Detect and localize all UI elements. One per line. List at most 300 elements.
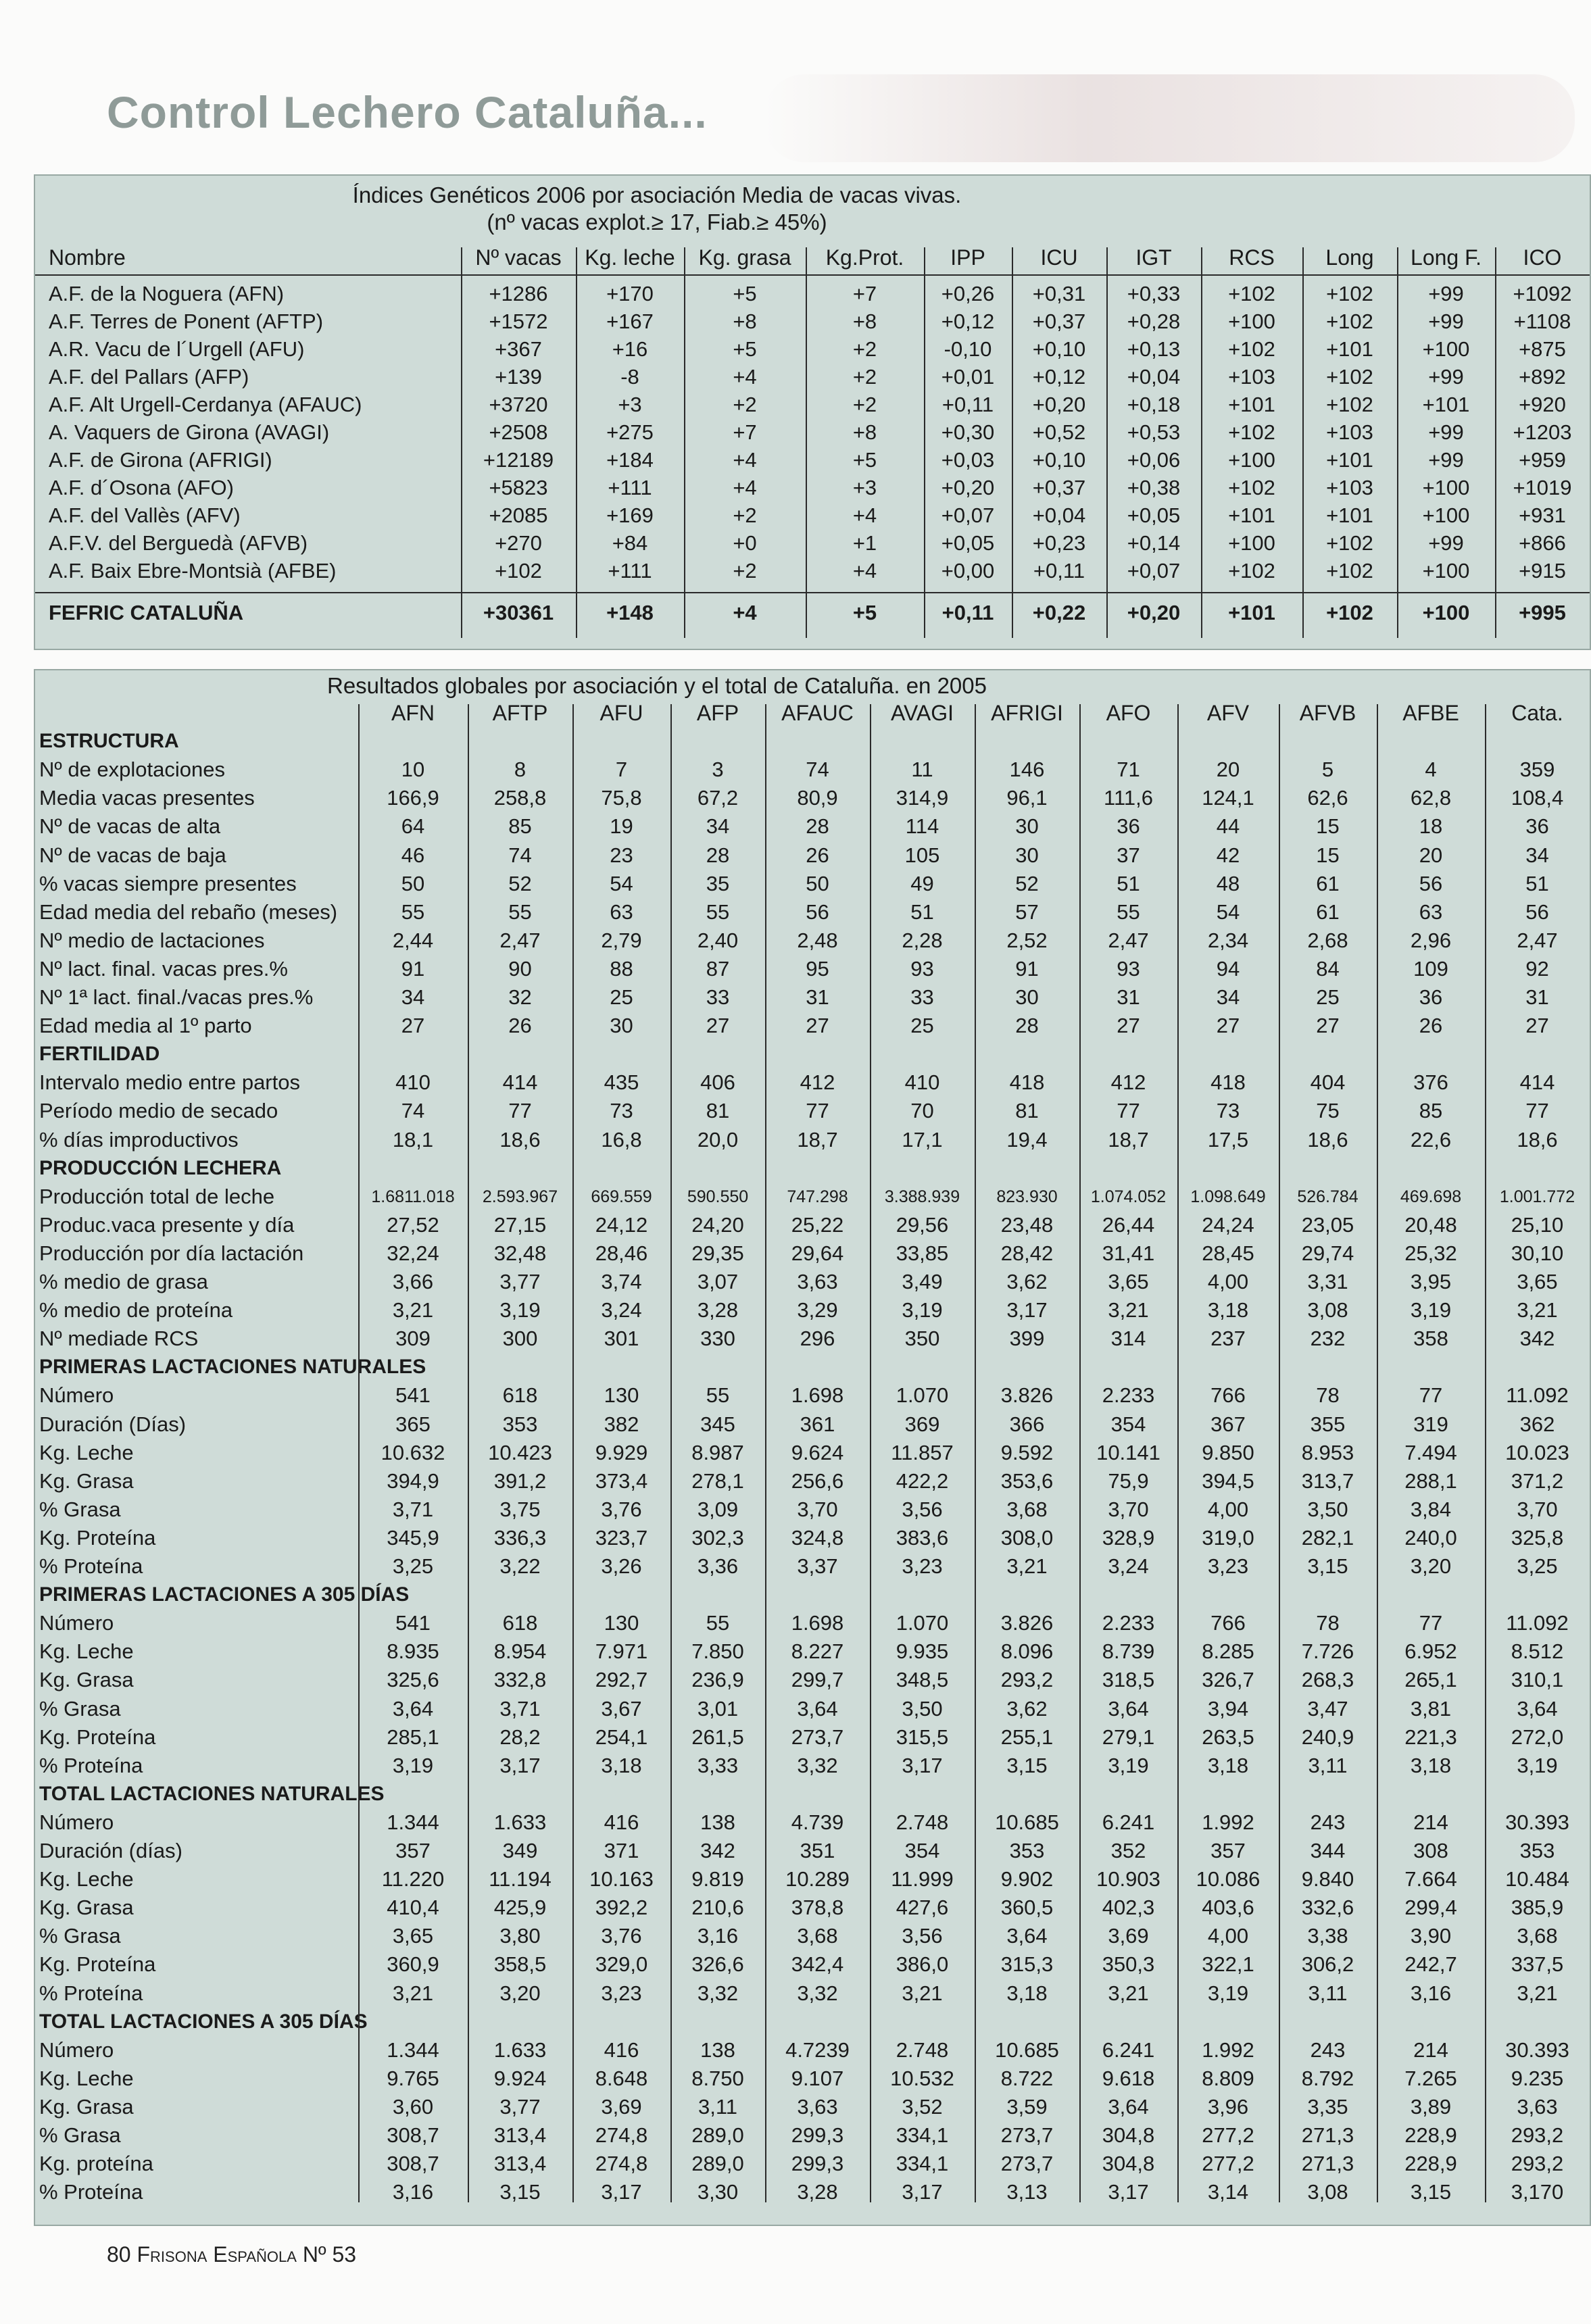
table2-cell: 3,29 [797, 1298, 838, 1322]
table2-cell: 254,1 [595, 1725, 648, 1749]
table2-cell: 2,34 [1207, 928, 1249, 952]
row-label: Duración (días) [39, 1839, 182, 1862]
table2-cell: 9.765 [387, 2066, 439, 2090]
row-label: % medio de grasa [39, 1270, 208, 1293]
table1-cell: +0,33 [1127, 282, 1181, 305]
table1-cell: +5 [733, 282, 757, 305]
table1-subtitle: (nº vacas explot.≥ 17, Fiab.≥ 45%) [487, 209, 827, 234]
table2-cell: 3,69 [1108, 1924, 1149, 1948]
table2-cell: 85 [1419, 1099, 1443, 1123]
table1-cell: +1108 [1513, 310, 1571, 333]
table1-cell: +3 [618, 393, 642, 416]
table2-cell: 232 [1310, 1327, 1346, 1351]
table2-cell: 3,18 [1207, 1753, 1249, 1777]
table2-cell: 9.624 [791, 1440, 844, 1464]
table1-col-header: Long F. [1411, 245, 1482, 270]
table2-cell: 385,9 [1511, 1896, 1564, 1920]
table1-cell: +4 [733, 448, 757, 472]
table2-cell: 25,10 [1511, 1212, 1564, 1237]
association-name: A.F. Baix Ebre-Montsià (AFBE) [49, 559, 337, 583]
table2-cell: 92 [1525, 956, 1549, 981]
table2-cell: 416 [604, 1810, 639, 1834]
table2-cell: 410 [395, 1070, 431, 1095]
row-label: Número [39, 1383, 114, 1408]
table2-cell: 354 [1110, 1412, 1146, 1436]
table2-cell: 300 [502, 1327, 538, 1351]
column-divider [765, 704, 766, 2202]
table2-cell: 3,56 [902, 1497, 943, 1521]
table2-cell: 84 [1316, 956, 1340, 981]
table2-cell: 10.903 [1096, 1867, 1160, 1892]
table2-cell: 361 [800, 1412, 835, 1436]
table1-cell: +0,01 [941, 365, 995, 389]
table1-grid [35, 176, 1590, 649]
table1-cell: +920 [1519, 393, 1566, 416]
table1-cell: +101 [1326, 337, 1373, 361]
table2-cell: 308 [1413, 1839, 1448, 1862]
table2-cell: 87 [706, 956, 730, 981]
table2-cell: 3,23 [902, 1554, 943, 1578]
table2-cell: 319 [1413, 1412, 1448, 1436]
table1-cell: +139 [495, 365, 542, 389]
table2-cell: 352 [1110, 1839, 1146, 1862]
table2-cell: 27 [1525, 1014, 1549, 1038]
table2-cell: 301 [604, 1327, 639, 1351]
table2-cell: 2,68 [1307, 928, 1348, 952]
association-name: A.R. Vacu de l´Urgell (AFU) [49, 337, 305, 361]
table2-cell: 3.826 [1000, 1383, 1054, 1408]
table2-cell: 334,1 [896, 2123, 949, 2147]
table2-cell: 3,90 [1410, 1924, 1452, 1948]
table2-cell: 3,15 [499, 2180, 541, 2204]
table1-col-header: Kg.Prot. [825, 245, 904, 270]
table1-cell: +167 [606, 310, 654, 333]
table2-cell: 10.685 [995, 2037, 1059, 2062]
table2-cell: 314 [1110, 1327, 1146, 1351]
table1-cell: +102 [1326, 310, 1373, 333]
table1-cell: +0,31 [1032, 282, 1086, 305]
row-label: Nº de vacas de alta [39, 814, 221, 839]
table2-cell: 3,21 [1108, 1298, 1149, 1322]
table2-cell: 302,3 [691, 1525, 744, 1550]
table2-cell: 2.748 [896, 1810, 949, 1834]
table2-cell: 362 [1519, 1412, 1555, 1436]
table2-cell: 350,3 [1102, 1952, 1155, 1977]
column-divider [572, 704, 574, 2202]
table1-cell: +0,03 [941, 448, 995, 472]
table2-cell: 3,60 [392, 2094, 434, 2119]
table2-cell: 334,1 [896, 2152, 949, 2176]
table2-cell: 8.739 [1102, 1639, 1155, 1664]
row-label: Nº de vacas de baja [39, 843, 226, 867]
table2-cell: 342,4 [791, 1952, 844, 1977]
table2-cell: 3,19 [392, 1753, 434, 1777]
table2-cell: 2.593.967 [482, 1187, 558, 1206]
table1-cell: +5823 [489, 476, 548, 499]
table2-cell: 105 [904, 843, 940, 867]
table2-cell: 74 [806, 758, 829, 782]
table2-cell: 353,6 [1000, 1468, 1054, 1493]
table2-cell: 24,12 [595, 1212, 648, 1237]
table2-cell: 166,9 [387, 786, 439, 810]
table2-cell: 296 [800, 1327, 835, 1351]
table2-cell: 315,3 [1000, 1952, 1054, 1977]
table2-cell: 138 [700, 1810, 735, 1834]
table2-cell: 9.902 [1000, 1867, 1054, 1892]
column-divider [1079, 704, 1081, 2202]
table2-cell: 367 [1210, 1412, 1246, 1436]
total-rule [35, 592, 1590, 593]
table2-cell: 1.992 [1202, 1810, 1254, 1834]
table2-cell: 28,46 [595, 1241, 648, 1265]
genetic-index-table [34, 174, 1591, 650]
table1-cell: +7 [852, 282, 877, 305]
table1-cell: +102 [1228, 337, 1275, 361]
row-label: Edad media del rebaño (meses) [39, 899, 338, 924]
table2-cell: 3,35 [1307, 2094, 1348, 2119]
total-cell: +0,20 [1127, 601, 1181, 624]
table2-cell: 412 [1110, 1070, 1146, 1095]
table1-cell: +5 [852, 448, 877, 472]
table2-cell: 146 [1009, 758, 1045, 782]
table2-cell: 3,33 [697, 1753, 739, 1777]
table2-cell: 271,3 [1301, 2123, 1354, 2147]
table2-cell: 376 [1413, 1070, 1448, 1095]
total-cell: +30361 [483, 601, 554, 624]
table2-cell: 427,6 [896, 1896, 949, 1920]
table2-cell: 2,48 [797, 928, 838, 952]
table2-cell: 55 [401, 899, 425, 924]
table2-cell: 1.6811.018 [371, 1187, 455, 1206]
table2-cell: 10.423 [488, 1440, 552, 1464]
table2-cell: 27 [401, 1014, 425, 1038]
section-title: TOTAL LACTACIONES A 305 DÍAS [39, 2010, 368, 2033]
table2-cell: 1.633 [493, 1810, 547, 1834]
table1-cell: +1019 [1513, 476, 1572, 499]
table2-cell: 28,45 [1202, 1241, 1254, 1265]
table2-col-header: Cata. [1511, 701, 1563, 725]
table2-cell: 36 [1117, 814, 1140, 839]
table1-cell: +0,14 [1127, 531, 1181, 555]
table2-cell: 27 [1117, 1014, 1140, 1038]
table2-cell: 3.388.939 [884, 1187, 960, 1206]
table2-cell: 30 [1015, 843, 1039, 867]
table2-cell: 30 [1015, 985, 1039, 1009]
table2-cell: 3,21 [1517, 1981, 1558, 2005]
table2-cell: 11.194 [489, 1867, 552, 1892]
table2-cell: 19,4 [1006, 1127, 1048, 1152]
table2-cell: 29,64 [791, 1241, 844, 1265]
table2-cell: 214 [1413, 2037, 1448, 2062]
table2-cell: 3,16 [697, 1924, 739, 1948]
section-title: PRIMERAS LACTACIONES NATURALES [39, 1356, 426, 1379]
table2-cell: 55 [1117, 899, 1140, 924]
table2-cell: 25,32 [1404, 1241, 1457, 1265]
table2-cell: 3,63 [797, 1270, 838, 1293]
table2-cell: 3,16 [1410, 1981, 1452, 2005]
table2-cell: 3,25 [392, 1554, 434, 1578]
table2-cell: 64 [401, 814, 425, 839]
table1-cell: +1203 [1513, 420, 1572, 444]
table2-cell: 355 [1310, 1412, 1346, 1436]
table2-cell: 8.722 [1000, 2066, 1054, 2090]
table1-cell: +103 [1326, 420, 1373, 444]
table2-cell: 8.648 [595, 2066, 648, 2090]
table2-cell: 34 [706, 814, 730, 839]
table2-cell: 30 [610, 1014, 633, 1038]
table2-cell: 526.784 [1297, 1187, 1359, 1206]
table1-cell: +102 [1326, 531, 1373, 555]
table2-cell: 16,8 [601, 1127, 642, 1152]
table2-cell: 34 [1525, 843, 1549, 867]
table2-cell: 3,96 [1207, 2094, 1249, 2119]
table1-cell: +0,18 [1127, 393, 1181, 416]
row-label: Kg. Grasa [39, 1896, 134, 1920]
table2-cell: 3,170 [1511, 2180, 1564, 2204]
section-title: PRIMERAS LACTACIONES A 305 DÍAS [39, 1583, 410, 1606]
table1-cell: +8 [852, 310, 877, 333]
table2-cell: 7.726 [1301, 1639, 1354, 1664]
table1-col-header: Nº vacas [475, 245, 562, 270]
table2-cell: 3,08 [1307, 1298, 1348, 1322]
table2-cell: 265,1 [1404, 1668, 1457, 1692]
table1-cell: +99 [1428, 365, 1464, 389]
table2-cell: 23,05 [1301, 1212, 1354, 1237]
table2-cell: 322,1 [1202, 1952, 1254, 1977]
table2-cell: 54 [610, 871, 633, 895]
table2-cell: 9.235 [1511, 2066, 1564, 2090]
table1-cell: +2508 [489, 420, 548, 444]
table2-cell: 35 [706, 871, 730, 895]
table2-cell: 75,9 [1108, 1468, 1149, 1493]
table2-cell: 27,52 [387, 1212, 439, 1237]
table2-cell: 271,3 [1301, 2152, 1354, 2176]
table2-cell: 394,5 [1202, 1468, 1254, 1493]
table1-col-header: Kg. leche [585, 245, 675, 270]
table1-cell: +866 [1519, 531, 1566, 555]
table2-cell: 3,76 [601, 1497, 642, 1521]
table2-cell: 378,8 [791, 1896, 844, 1920]
table2-cell: 3,13 [1006, 2180, 1048, 2204]
table1-cell: +99 [1428, 448, 1464, 472]
table2-cell: 353 [502, 1412, 538, 1436]
column-divider [1177, 704, 1179, 2202]
table2-cell: 3,63 [797, 2094, 838, 2119]
table1-cell: +3720 [489, 393, 548, 416]
table2-cell: 285,1 [387, 1725, 439, 1749]
table2-cell: 3,94 [1207, 1696, 1249, 1721]
table2-cell: 124,1 [1202, 786, 1254, 810]
table2-cell: 10.163 [589, 1867, 654, 1892]
table2-cell: 55 [706, 899, 730, 924]
table2-cell: 3,89 [1410, 2094, 1452, 2119]
table2-cell: 402,3 [1102, 1896, 1155, 1920]
table2-cell: 6.241 [1102, 1810, 1155, 1834]
table1-col-header: IPP [950, 245, 985, 270]
table2-cell: 319,0 [1202, 1525, 1254, 1550]
table2-cell: 50 [806, 871, 829, 895]
table1-cell: +101 [1228, 393, 1275, 416]
table2-cell: 243 [1310, 2037, 1346, 2062]
table1-cell: +169 [606, 503, 654, 527]
table2-cell: 3,64 [1006, 1924, 1048, 1948]
column-divider [806, 247, 807, 638]
table2-cell: 278,1 [691, 1468, 744, 1493]
table2-cell: 351 [800, 1839, 835, 1862]
table2-cell: 3,15 [1307, 1554, 1348, 1578]
table2-cell: 10.023 [1505, 1440, 1569, 1464]
table2-cell: 3,17 [499, 1753, 541, 1777]
total-cell: +148 [606, 601, 654, 624]
table2-cell: 236,9 [691, 1668, 744, 1692]
table2-cell: 31 [1117, 985, 1140, 1009]
table2-cell: 6.952 [1404, 1639, 1457, 1664]
table2-cell: 369 [904, 1412, 940, 1436]
table2-cell: 52 [508, 871, 532, 895]
table2-cell: 353 [1519, 1839, 1555, 1862]
row-label: Intervalo medio entre partos [39, 1070, 300, 1095]
table1-cell: +0,05 [1127, 503, 1181, 527]
table2-cell: 8.954 [493, 1639, 547, 1664]
table2-cell: 3,84 [1410, 1497, 1452, 1521]
table1-cell: +16 [612, 337, 648, 361]
table2-cell: 8.227 [791, 1639, 844, 1664]
row-label: Nº medio de lactaciones [39, 928, 265, 952]
table2-cell: 3,07 [697, 1270, 739, 1293]
table2-col-header: AFRIGI [991, 701, 1063, 725]
table2-cell: 3,17 [902, 2180, 943, 2204]
table1-cell: -0,10 [944, 337, 992, 361]
table2-cell: 3,18 [601, 1753, 642, 1777]
table2-cell: 28,2 [499, 1725, 541, 1749]
table1-col-header: ICU [1040, 245, 1078, 270]
table2-cell: 410,4 [387, 1896, 439, 1920]
table1-cell: +0,30 [941, 420, 995, 444]
table2-cell: 382 [604, 1412, 639, 1436]
table2-col-header: AFV [1206, 701, 1250, 725]
table1-cell: +0,07 [1127, 559, 1181, 583]
table2-cell: 7 [615, 758, 628, 782]
table1-cell: +0,13 [1127, 337, 1181, 361]
table2-cell: 3,59 [1006, 2094, 1048, 2119]
table2-cell: 344 [1310, 1839, 1346, 1862]
table2-cell: 73 [610, 1099, 633, 1123]
table2-cell: 242,7 [1404, 1952, 1457, 1977]
table2-cell: 3,28 [797, 2180, 838, 2204]
table2-cell: 9.592 [1000, 1440, 1054, 1464]
table1-cell: +100 [1422, 559, 1470, 583]
table2-cell: 386,0 [896, 1952, 949, 1977]
table2-cell: 3,25 [1517, 1554, 1558, 1578]
table1-cell: +102 [1326, 282, 1373, 305]
table1-cell: +0,10 [1032, 337, 1086, 361]
row-label: Kg. Leche [39, 2066, 134, 2090]
table2-cell: 8.750 [691, 2066, 744, 2090]
table2-cell: 336,3 [493, 1525, 547, 1550]
table2-cell: 309 [395, 1327, 431, 1351]
row-label: Kg. Grasa [39, 2094, 134, 2119]
table2-cell: 54 [1216, 899, 1240, 924]
table2-cell: 274,8 [595, 2123, 648, 2147]
table2-cell: 26 [806, 843, 829, 867]
table2-cell: 3,52 [902, 2094, 943, 2119]
table2-cell: 3,11 [697, 2094, 738, 2119]
table1-cell: +102 [1326, 393, 1373, 416]
row-label: % medio de proteína [39, 1298, 233, 1322]
table2-cell: 8.953 [1301, 1440, 1354, 1464]
table2-cell: 360,5 [1000, 1896, 1054, 1920]
table2-cell: 4.7239 [785, 2037, 850, 2062]
table2-cell: 10.086 [1196, 1867, 1260, 1892]
table2-cell: 3,70 [797, 1497, 838, 1521]
column-divider [576, 247, 577, 638]
table2-cell: 7.971 [595, 1639, 648, 1664]
table2-cell: 25 [610, 985, 633, 1009]
table2-cell: 26,44 [1102, 1212, 1155, 1237]
total-cell: +101 [1228, 601, 1275, 624]
table2-cell: 256,6 [791, 1468, 844, 1493]
table2-cell: 414 [1519, 1070, 1555, 1095]
table2-cell: 418 [1009, 1070, 1045, 1095]
table2-cell: 541 [395, 1611, 431, 1635]
table2-cell: 28 [806, 814, 829, 839]
table2-cell: 422,2 [896, 1468, 949, 1493]
table2-cell: 36 [1419, 985, 1443, 1009]
row-label: Kg. Proteína [39, 1952, 156, 1977]
table2-cell: 48 [1216, 871, 1240, 895]
table2-cell: 56 [806, 899, 829, 924]
table2-cell: 28 [1015, 1014, 1039, 1038]
row-label: Media vacas presentes [39, 786, 255, 810]
table2-cell: 304,8 [1102, 2123, 1155, 2147]
table2-cell: 399 [1009, 1327, 1045, 1351]
table2-cell: 354 [904, 1839, 940, 1862]
table2-cell: 114 [905, 814, 939, 839]
table2-cell: 7.494 [1404, 1440, 1457, 1464]
table2-cell: 3,66 [392, 1270, 434, 1293]
table1-cell: +3 [852, 476, 877, 499]
table2-cell: 8.935 [387, 1639, 439, 1664]
table1-cell: +0,52 [1032, 420, 1086, 444]
row-label: Kg. Leche [39, 1867, 134, 1892]
table2-cell: 9.107 [791, 2066, 844, 2090]
page-footer [107, 2242, 356, 2267]
table2-cell: 288,1 [1404, 1468, 1457, 1493]
table1-cell: +99 [1428, 282, 1464, 305]
table2-cell: 404 [1310, 1070, 1346, 1095]
table2-cell: 383,6 [896, 1525, 949, 1550]
table2-cell: 2,47 [499, 928, 541, 952]
table2-cell: 3,49 [902, 1270, 943, 1293]
row-label: Kg. Proteína [39, 1525, 156, 1550]
table2-title: Resultados globales por asociación y el total de Cataluña. en 2005 [327, 673, 987, 698]
table2-cell: 6.241 [1102, 2037, 1155, 2062]
table1-col-header: ICO [1523, 245, 1562, 270]
table1-cell: +2 [733, 393, 757, 416]
table2-cell: 332,8 [493, 1668, 547, 1692]
table2-cell: 8 [514, 758, 527, 782]
table2-cell: 37 [1117, 843, 1140, 867]
table1-cell: +12189 [483, 448, 554, 472]
total-cell: +0,22 [1032, 601, 1086, 624]
table2-cell: 52 [1015, 871, 1039, 895]
table2-cell: 293,2 [1511, 2123, 1564, 2147]
total-cell: +0,11 [941, 601, 994, 624]
table2-cell: 3,21 [1517, 1298, 1558, 1322]
table1-cell: +102 [1326, 559, 1373, 583]
row-label: Producción por día lactación [39, 1241, 304, 1265]
association-name: A. Vaquers de Girona (AVAGI) [49, 420, 330, 444]
